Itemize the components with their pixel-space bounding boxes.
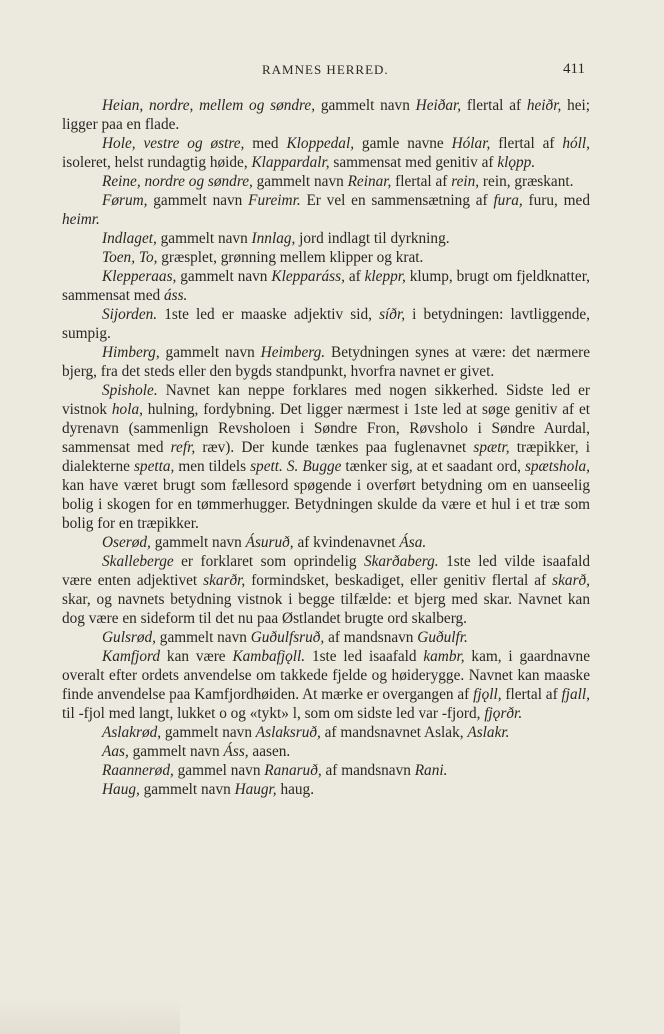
entry-text: af kvindenavnet xyxy=(293,534,400,551)
entry-italic-term: Rani. xyxy=(414,762,448,779)
entry-italic-term: fura, xyxy=(493,192,523,209)
entry-text: i betydningen: lavtliggende, sumpig. xyxy=(62,306,590,342)
entry-paragraph xyxy=(62,761,590,780)
entry-text: aasen. xyxy=(248,743,291,760)
entry-italic-term: Skalleberge xyxy=(102,553,174,570)
entry-text: hulning, fordybning. Det ligger nærmest i 1ste led at søge genitiv af et dyrenavn (sammenlign Revsholoen i Søndre Fron, Røvsholo i Søndre Aurdal, sammensat med xyxy=(62,401,590,456)
entry-italic-term: Hólar, xyxy=(451,135,491,152)
entry-text: kan være xyxy=(160,648,233,665)
entry-text: gammelt navn xyxy=(139,781,235,798)
entry-paragraph xyxy=(62,172,590,191)
entry-italic-term: spætshola, xyxy=(524,458,590,475)
entry-italic-term: Heiðar, xyxy=(415,97,462,114)
entry-text: gammelt navn xyxy=(315,97,416,114)
entry-paragraph xyxy=(62,381,590,533)
entry-italic-term: Klepperaas, xyxy=(102,268,177,285)
entry-text: tænker sig, at et saadant ord, xyxy=(341,458,525,475)
entry-italic-term: refr, xyxy=(170,439,196,456)
entry-italic-term: áss. xyxy=(163,287,188,304)
entry-text: gammelt navn xyxy=(155,629,251,646)
entry-text: til -fjol med langt, lukket o og «tykt» l, som om sidste led var -fjord, xyxy=(62,705,485,722)
entry-italic-term: klǫpp. xyxy=(497,154,536,171)
entry-text: Er vel en sammensætning af xyxy=(300,192,494,209)
entry-text: af mandsnavnet Aslak, xyxy=(320,724,468,741)
entry-text: jord indlagt til dyrkning. xyxy=(295,230,450,247)
entry-italic-term: Ása. xyxy=(399,534,427,551)
entry-paragraph xyxy=(62,628,590,647)
entry-text: gammelt navn xyxy=(147,192,249,209)
entry-paragraph xyxy=(62,96,590,134)
entry-text: kam, i gaardnavne overalt efter ordets anvendelse om takkede fjelde og høiderygge. Navnet kan maaske finde anvendelse paa Kamfjordhøiden. At mærke er overgangen af xyxy=(62,648,590,703)
entry-italic-term: skarðr, xyxy=(203,572,246,589)
entry-italic-term: Haugr, xyxy=(234,781,277,798)
entry-paragraph xyxy=(62,191,590,229)
entry-text: haug. xyxy=(276,781,315,798)
entry-italic-term: heimr. xyxy=(62,211,100,228)
entry-italic-term: kambr, xyxy=(423,648,465,665)
entry-text: gammelt navn xyxy=(159,344,261,361)
entry-paragraph xyxy=(62,723,590,742)
entry-text: af mandsnavn xyxy=(324,629,418,646)
entry-text: flertal af xyxy=(501,686,562,703)
running-title: RAMNES HERRED. xyxy=(262,62,389,77)
entry-text: flertal af xyxy=(391,173,452,190)
entry-text: gammel navn xyxy=(173,762,265,779)
entry-paragraph xyxy=(62,552,590,628)
entry-text: med xyxy=(244,135,287,152)
entry-italic-term: Hole, vestre og østre, xyxy=(102,135,245,152)
entry-italic-term: Reine, nordre og søndre, xyxy=(102,173,253,190)
entry-italic-term: heiðr, xyxy=(526,97,562,114)
entry-text: flertal af xyxy=(490,135,563,152)
entry-italic-term: Himberg, xyxy=(102,344,160,361)
entry-text: 1ste led isaafald xyxy=(305,648,424,665)
entry-text: græsplet, grønning mellem klipper og krat. xyxy=(157,249,424,266)
entry-text: ræv). Der kunde tænkes paa fuglenavnet xyxy=(195,439,474,456)
page-number: 411 xyxy=(563,61,585,77)
entry-italic-term: Indlaget, xyxy=(102,230,157,247)
entry-italic-term: Heimberg. xyxy=(260,344,326,361)
entry-italic-term: Aas, xyxy=(102,743,129,760)
entry-italic-term: Førum, xyxy=(102,192,148,209)
entry-text: klump, brugt om fjeldknatter, sammensat med xyxy=(62,268,590,304)
entry-text: 1ste led er maaske adjektiv sid, xyxy=(157,306,380,323)
entry-italic-term: spætr, xyxy=(473,439,510,456)
entry-italic-term: Ranaruð, xyxy=(264,762,322,779)
entry-italic-term: Fureimr. xyxy=(248,192,301,209)
entry-italic-term: Aslakrød, xyxy=(102,724,162,741)
entry-text: gammelt navn xyxy=(252,173,348,190)
entry-text: Betydningen synes at være: det nærmere bjerg, fra det steds eller den bygds standpunkt, hvorfra navnet er givet. xyxy=(62,344,590,380)
entry-italic-term: Spishole. xyxy=(102,382,158,399)
entry-text: af xyxy=(344,268,365,285)
entry-italic-term: Reinar, xyxy=(347,173,392,190)
entry-italic-term: Áss, xyxy=(223,743,249,760)
body-text xyxy=(62,96,590,799)
entry-italic-term: hóll, xyxy=(562,135,590,152)
entry-italic-term: Innlag, xyxy=(251,230,296,247)
entry-text: træpikker, i dialekterne xyxy=(62,439,590,475)
entry-text: er forklaret som oprindelig xyxy=(173,553,364,570)
entry-italic-term: rein, xyxy=(451,173,480,190)
page-header xyxy=(0,62,664,82)
entry-italic-term: Gulsrød, xyxy=(102,629,156,646)
entry-paragraph xyxy=(62,267,590,305)
entry-paragraph xyxy=(62,134,590,172)
entry-italic-term: Sijorden. xyxy=(102,306,158,323)
entry-text: furu, med xyxy=(522,192,590,209)
entry-text: gamle navne xyxy=(354,135,452,152)
entry-italic-term: fjǫrðr. xyxy=(484,705,523,722)
entry-italic-term: S. Bugge xyxy=(286,458,342,475)
entry-text: 1ste led vilde isaafald være enten adjektivet xyxy=(62,553,590,589)
entry-text: gammelt navn xyxy=(176,268,272,285)
entry-text: skar, og navnets betydning vistnok i begge tilfælde: et bjerg med skar. Navnet kan dog være en sideform til det nu paa Østlandet brugte ord skalberg. xyxy=(62,591,590,627)
entry-italic-term: Haug, xyxy=(102,781,140,798)
page-edge xyxy=(0,1000,180,1034)
entry-paragraph xyxy=(62,248,590,267)
entry-italic-term: Kloppedal, xyxy=(286,135,355,152)
entry-text: men tildels xyxy=(174,458,251,475)
entry-italic-term: fjall, xyxy=(561,686,591,703)
entry-paragraph xyxy=(62,533,590,552)
entry-paragraph xyxy=(62,742,590,761)
entry-italic-term: Klepparáss, xyxy=(271,268,345,285)
entry-italic-term: fjǫll, xyxy=(473,686,502,703)
entry-italic-term: Ásuruð, xyxy=(245,534,294,551)
entry-italic-term: hola, xyxy=(111,401,143,418)
entry-italic-term: Klappardalr, xyxy=(251,154,330,171)
entry-paragraph xyxy=(62,647,590,723)
entry-text: flertal af xyxy=(461,97,527,114)
entry-italic-term: síðr, xyxy=(379,306,406,323)
entry-text: sammensat med genitiv af xyxy=(329,154,498,171)
entry-italic-term: Kamfjord xyxy=(102,648,161,665)
entry-italic-term: Skarðaberg. xyxy=(363,553,439,570)
entry-italic-term: Aslaksruð, xyxy=(255,724,321,741)
entry-italic-term: spetta, xyxy=(133,458,175,475)
entry-italic-term: Guðulfsruð, xyxy=(250,629,325,646)
entry-text: hei; ligger paa en flade. xyxy=(62,97,591,133)
entry-text: kan have været brugt som fællesord spøgende i overført betydning om en uanseelig bolig i skogen for en tømmerhugger. Betydningen skulde da være et hul i et træ som bolig for en træpikker. xyxy=(62,477,590,532)
entry-italic-term: Toen, To, xyxy=(102,249,158,266)
entry-text: gammelt navn xyxy=(150,534,246,551)
entry-paragraph xyxy=(62,343,590,381)
entry-italic-term: Guðulfr. xyxy=(417,629,468,646)
entry-text: gammelt navn xyxy=(128,743,224,760)
entry-italic-term: Kambafjǫll. xyxy=(232,648,306,665)
entry-italic-term: kleppr, xyxy=(364,268,406,285)
entry-paragraph xyxy=(62,780,590,799)
entry-italic-term: Heian, nordre, mellem og søndre, xyxy=(102,97,316,114)
entry-italic-term: Raannerød, xyxy=(102,762,174,779)
entry-text: gammelt navn xyxy=(161,724,256,741)
entry-italic-term: Oserød, xyxy=(102,534,151,551)
entry-italic-term: skarð, xyxy=(552,572,590,589)
entry-text: Navnet kan neppe forklares med nogen sikkerhed. Sidste led er vistnok xyxy=(62,382,590,418)
entry-text: formindsket, beskadiget, eller genitiv flertal af xyxy=(245,572,553,589)
entry-text: gammelt navn xyxy=(156,230,252,247)
entry-italic-term: Aslakr. xyxy=(467,724,510,741)
entry-text: isoleret, helst rundagtig høide, xyxy=(62,154,252,171)
entry-text: af mandsnavn xyxy=(321,762,415,779)
entry-paragraph xyxy=(62,305,590,343)
entry-text: rein, græskant. xyxy=(479,173,574,190)
entry-italic-term: spett. xyxy=(250,458,283,475)
entry-paragraph xyxy=(62,229,590,248)
